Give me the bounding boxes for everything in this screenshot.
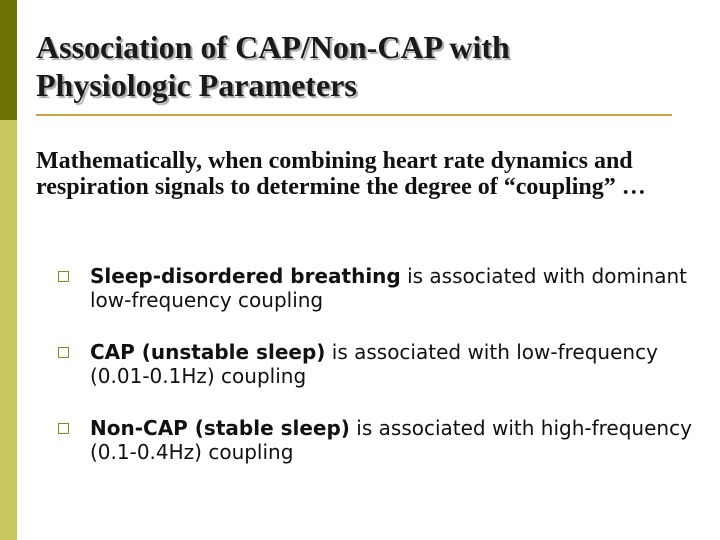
title-line-2: Physiologic Parameters [36,67,357,103]
bullet-item-sleep-disordered-breathing [58,264,698,312]
bullet-bold-text: Sleep-disordered breathing [90,264,401,288]
bullet-list [58,264,698,492]
bullet-bold-text: Non-CAP (stable sleep) [90,416,350,440]
title-divider [36,114,672,116]
square-bullet-icon [58,271,69,282]
bullet-item-cap [58,340,698,388]
bullet-text: is associated with high-frequency (0.1-0.4Hz) coupling [90,416,692,464]
square-bullet-icon [58,423,69,434]
sidebar-accent-dark [0,0,17,120]
square-bullet-icon [58,347,69,358]
slide-title [36,28,696,104]
sidebar-accent-light [0,120,17,540]
title-line-1: Association of CAP/Non-CAP with [36,29,510,65]
bullet-text: is associated with low-frequency (0.01-0.1Hz) coupling [90,340,658,388]
bullet-text: is associated with dominant low-frequency coupling [90,264,687,312]
intro-text: Mathematically, when combining heart rate dynamics and respiration signals to determine the degree of “coupling” … [36,148,646,200]
bullet-bold-text: CAP (unstable sleep) [90,340,326,364]
bullet-item-non-cap [58,416,698,464]
